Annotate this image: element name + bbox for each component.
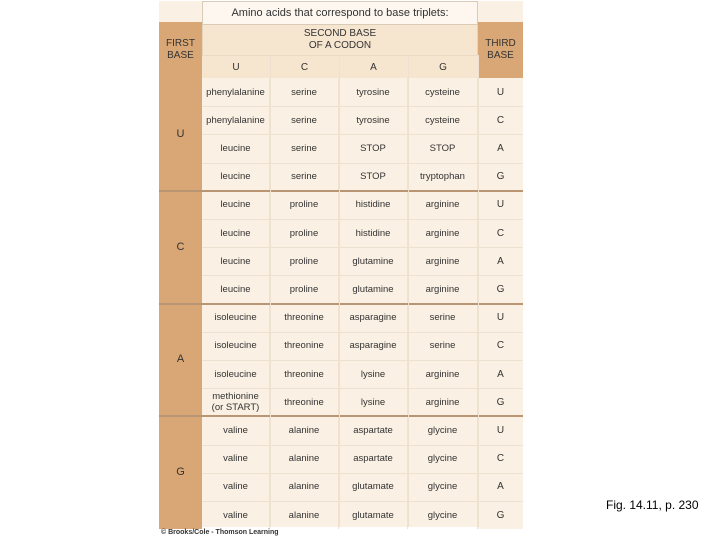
third-base-letter: C <box>478 445 523 473</box>
amino-acid-cell: threonine <box>270 360 339 388</box>
amino-acid-cell: glutamate <box>339 473 408 501</box>
row-divider <box>202 275 523 276</box>
amino-acid-cell: tryptophan <box>408 163 478 191</box>
amino-acid-cell: proline <box>270 191 339 219</box>
amino-acid-cell: proline <box>270 275 339 303</box>
row-divider <box>202 445 523 446</box>
third-base-letter: A <box>478 360 523 388</box>
row-divider <box>202 501 523 502</box>
amino-acid-cell: serine <box>270 78 339 106</box>
amino-acid-cell: arginine <box>408 247 478 275</box>
amino-acid-cell: asparagine <box>339 332 408 360</box>
amino-acid-cell: glycine <box>408 416 478 444</box>
amino-acid-cell: leucine <box>202 134 270 162</box>
column-divider <box>339 55 340 527</box>
amino-acid-cell: asparagine <box>339 304 408 332</box>
third-base-letter: G <box>478 163 523 191</box>
amino-acid-cell: lysine <box>339 360 408 388</box>
second-base-header: SECOND BASE OF A CODON <box>202 25 478 55</box>
third-base-letter: U <box>478 78 523 106</box>
third-base-letter: U <box>478 416 523 444</box>
row-divider <box>202 219 523 220</box>
amino-acid-cell: STOP <box>339 134 408 162</box>
row-divider <box>202 473 523 474</box>
amino-acid-cell: alanine <box>270 445 339 473</box>
amino-acid-cell: histidine <box>339 219 408 247</box>
row-divider <box>202 360 523 361</box>
third-base-letter: C <box>478 106 523 134</box>
third-base-letter: C <box>478 332 523 360</box>
amino-acid-cell: arginine <box>408 191 478 219</box>
amino-acid-cell: STOP <box>408 134 478 162</box>
third-base-letter: U <box>478 191 523 219</box>
amino-acid-cell: aspartate <box>339 416 408 444</box>
amino-acid-cell: isoleucine <box>202 360 270 388</box>
amino-acid-cell: threonine <box>270 388 339 416</box>
row-divider <box>202 332 523 333</box>
third-base-letter: A <box>478 134 523 162</box>
row-divider <box>202 247 523 248</box>
amino-acid-cell: valine <box>202 473 270 501</box>
amino-acid-cell: leucine <box>202 247 270 275</box>
second-base-u: U <box>202 55 270 78</box>
amino-acid-cell: glutamine <box>339 247 408 275</box>
first-base-c: C <box>159 191 202 304</box>
amino-acid-cell: alanine <box>270 473 339 501</box>
amino-acid-cell: serine <box>408 304 478 332</box>
amino-acid-cell: phenylalanine <box>202 78 270 106</box>
amino-acid-cell: valine <box>202 501 270 529</box>
third-base-letter: A <box>478 473 523 501</box>
figure-caption: Fig. 14.11, p. 230 <box>606 498 699 512</box>
copyright-notice: © Brooks/Cole - Thomson Learning <box>161 529 279 536</box>
amino-acid-cell: glutamate <box>339 501 408 529</box>
row-divider <box>202 163 523 164</box>
amino-acid-cell: glycine <box>408 501 478 529</box>
amino-acid-cell: arginine <box>408 275 478 303</box>
amino-acid-cell: leucine <box>202 275 270 303</box>
group-divider <box>159 303 523 305</box>
column-divider <box>408 55 409 527</box>
amino-acid-cell: histidine <box>339 191 408 219</box>
third-base-letter: G <box>478 501 523 529</box>
amino-acid-cell: tyrosine <box>339 106 408 134</box>
third-base-letter: A <box>478 247 523 275</box>
row-divider <box>202 106 523 107</box>
amino-acid-cell: glutamine <box>339 275 408 303</box>
table-title: Amino acids that correspond to base triplets: <box>202 1 478 25</box>
amino-acid-cell: alanine <box>270 416 339 444</box>
amino-acid-cell: serine <box>270 163 339 191</box>
first-base-header: FIRST BASE <box>159 22 202 78</box>
amino-acid-cell: arginine <box>408 360 478 388</box>
amino-acid-cell: isoleucine <box>202 304 270 332</box>
amino-acid-cell: glycine <box>408 473 478 501</box>
amino-acid-cell: proline <box>270 247 339 275</box>
third-base-letter: U <box>478 304 523 332</box>
row-divider <box>202 388 523 389</box>
amino-acid-cell: aspartate <box>339 445 408 473</box>
amino-acid-cell: serine <box>270 134 339 162</box>
third-base-header: THIRD BASE <box>478 22 523 78</box>
group-divider <box>159 190 523 192</box>
first-base-g: G <box>159 416 202 529</box>
amino-acid-cell: arginine <box>408 219 478 247</box>
amino-acid-cell: phenylalanine <box>202 106 270 134</box>
amino-acid-cell: leucine <box>202 163 270 191</box>
amino-acid-cell: valine <box>202 445 270 473</box>
first-base-a: A <box>159 304 202 417</box>
codon-table <box>159 1 523 527</box>
column-divider <box>478 55 479 527</box>
first-base-u: U <box>159 78 202 191</box>
amino-acid-cell: valine <box>202 416 270 444</box>
amino-acid-cell: glycine <box>408 445 478 473</box>
amino-acid-cell: lysine <box>339 388 408 416</box>
amino-acid-cell: alanine <box>270 501 339 529</box>
amino-acid-cell: STOP <box>339 163 408 191</box>
second-base-c: C <box>270 55 339 78</box>
amino-acid-cell: threonine <box>270 304 339 332</box>
third-base-letter: G <box>478 388 523 416</box>
amino-acid-cell: serine <box>408 332 478 360</box>
third-base-letter: G <box>478 275 523 303</box>
row-divider <box>202 134 523 135</box>
amino-acid-cell: proline <box>270 219 339 247</box>
amino-acid-cell: cysteine <box>408 78 478 106</box>
amino-acid-cell: serine <box>270 106 339 134</box>
amino-acid-cell: tyrosine <box>339 78 408 106</box>
second-base-g: G <box>408 55 478 78</box>
column-divider <box>270 55 271 527</box>
second-base-a: A <box>339 55 408 78</box>
amino-acid-cell: methionine (or START) <box>202 388 270 416</box>
amino-acid-cell: leucine <box>202 191 270 219</box>
amino-acid-cell: leucine <box>202 219 270 247</box>
amino-acid-cell: isoleucine <box>202 332 270 360</box>
amino-acid-cell: arginine <box>408 388 478 416</box>
third-base-letter: C <box>478 219 523 247</box>
amino-acid-cell: cysteine <box>408 106 478 134</box>
amino-acid-cell: threonine <box>270 332 339 360</box>
group-divider <box>159 415 523 417</box>
